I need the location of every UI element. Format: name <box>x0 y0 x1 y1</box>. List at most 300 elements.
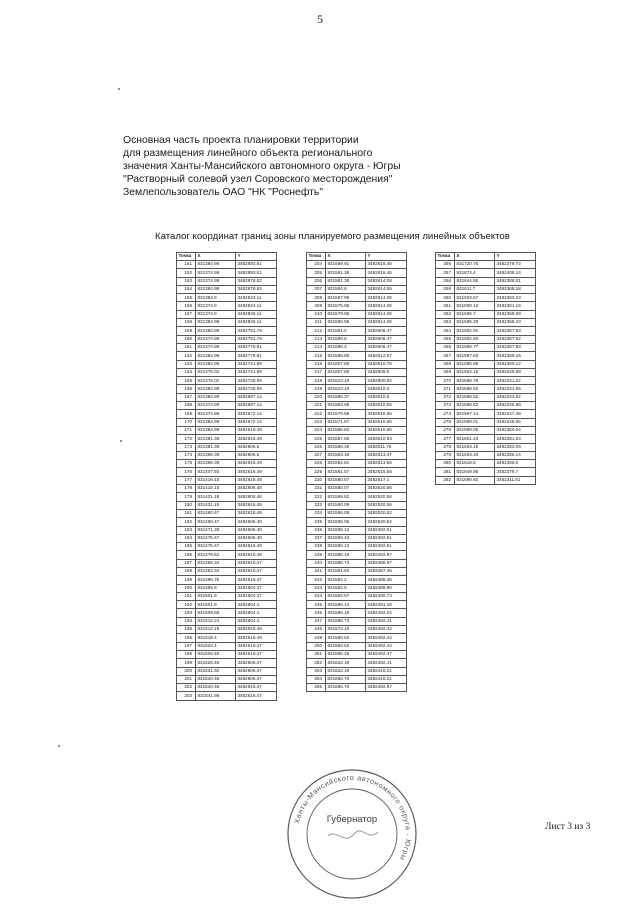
x-cell: 831603.33 <box>455 451 495 459</box>
y-cell: 3482616.46 <box>366 269 407 277</box>
x-cell: 831600.12 <box>455 302 495 310</box>
point-cell: 212 <box>307 327 326 335</box>
point-cell: 187 <box>177 559 196 567</box>
table-row <box>177 443 277 451</box>
x-cell: 831374.99 <box>196 343 236 351</box>
table-row <box>177 393 277 401</box>
y-cell: 3482776.81 <box>236 352 277 360</box>
y-cell: 3482345.89 <box>495 368 536 376</box>
table-row <box>177 551 277 559</box>
x-cell: 831596.52 <box>455 393 495 401</box>
table-row <box>307 435 407 443</box>
y-cell: 3482726.99 <box>236 385 277 393</box>
x-cell: 831512.24 <box>196 617 236 625</box>
table-row <box>177 626 277 634</box>
point-cell: 156 <box>177 302 196 310</box>
point-cell: 186 <box>177 551 196 559</box>
y-cell: 3482604.37 <box>236 584 277 592</box>
point-cell: 157 <box>177 310 196 318</box>
y-cell: 3482843.11 <box>236 294 277 302</box>
x-cell: 831588.36 <box>326 443 366 451</box>
y-cell: 3482616.49 <box>236 626 277 634</box>
table-row <box>177 634 277 642</box>
table-row <box>307 302 407 310</box>
table-row <box>436 393 536 401</box>
y-cell: 3482616.47 <box>236 567 277 575</box>
table-row <box>307 684 407 692</box>
point-cell: 208 <box>307 294 326 302</box>
table-row <box>177 377 277 385</box>
y-cell: 3482612.57 <box>366 352 407 360</box>
y-cell: 3482520.52 <box>366 518 407 526</box>
y-cell: 3482311.61 <box>495 476 536 484</box>
point-cell: 211 <box>307 319 326 327</box>
point-cell: 222 <box>307 410 326 418</box>
x-cell: 831579.86 <box>326 310 366 318</box>
point-cell: 171 <box>177 426 196 434</box>
y-cell: 3482359.09 <box>495 310 536 318</box>
point-cell: 196 <box>177 634 196 642</box>
y-cell: 3482616.49 <box>236 468 277 476</box>
point-cell: 233 <box>307 501 326 509</box>
table-row <box>436 443 536 451</box>
x-cell: 831501.9 <box>196 592 236 600</box>
table-row <box>177 294 277 302</box>
x-cell: 831416.15 <box>196 485 236 493</box>
point-cell: 151 <box>177 261 196 269</box>
y-cell: 3482606.47 <box>366 327 407 335</box>
table-row <box>307 534 407 542</box>
y-cell: 3482616.47 <box>236 576 277 584</box>
point-cell: 207 <box>307 285 326 293</box>
page-number: 5 <box>317 12 323 26</box>
table-row <box>307 418 407 426</box>
x-cell: 831596.7 <box>455 310 495 318</box>
table-row <box>307 485 407 493</box>
x-cell: 831374.99 <box>196 269 236 277</box>
table-row <box>177 543 277 551</box>
y-cell: 3482485.87 <box>366 559 407 567</box>
x-cell: 831431.18 <box>196 493 236 501</box>
point-cell: 227 <box>307 451 326 459</box>
y-cell: 3482492.41 <box>366 659 407 667</box>
x-cell: 831623.18 <box>326 377 366 385</box>
y-cell: 3482345.96 <box>495 402 536 410</box>
y-cell: 3482614.06 <box>366 302 407 310</box>
y-cell: 3482379.73 <box>495 261 536 269</box>
table-row <box>307 277 407 285</box>
y-cell: 3482410.21 <box>366 667 407 675</box>
sheet-number-label: Лист 3 из 3 <box>545 822 591 832</box>
x-cell: 831540.48 <box>196 684 236 692</box>
y-cell: 3482511.76 <box>366 443 407 451</box>
point-cell: 193 <box>177 609 196 617</box>
point-cell: 243 <box>307 584 326 592</box>
point-cell: 242 <box>307 576 326 584</box>
point-cell: 194 <box>177 617 196 625</box>
x-column-header: X <box>196 253 236 261</box>
table-row <box>436 261 536 269</box>
y-cell: 3482616.49 <box>236 509 277 517</box>
point-cell: 228 <box>307 460 326 468</box>
x-cell: 831584.6 <box>326 285 366 293</box>
point-cell: 230 <box>307 476 326 484</box>
x-cell: 831690.92 <box>455 476 495 484</box>
x-cell: 831583.98 <box>326 402 366 410</box>
point-cell: 184 <box>177 534 196 542</box>
point-cell: 170 <box>177 418 196 426</box>
y-cell: 3482672.14 <box>236 418 277 426</box>
y-cell: 3482616.49 <box>236 551 277 559</box>
point-cell: 214 <box>307 343 326 351</box>
table-row <box>307 518 407 526</box>
table-row <box>177 310 277 318</box>
y-cell: 3482482.51 <box>366 543 407 551</box>
x-cell: 831582.5 <box>326 584 366 592</box>
y-cell: 3482361.16 <box>495 302 536 310</box>
x-cell: 831592.91 <box>455 327 495 335</box>
point-cell: 280 <box>436 460 455 468</box>
coordinate-table-left <box>176 252 277 701</box>
point-cell: 263 <box>436 319 455 327</box>
point-cell: 166 <box>177 385 196 393</box>
x-cell: 831580.52 <box>326 634 366 642</box>
x-cell: 831596.82 <box>455 385 495 393</box>
point-cell: 220 <box>307 393 326 401</box>
y-cell: 3482510.56 <box>366 402 407 410</box>
table-row <box>436 302 536 310</box>
y-cell: 3482606.48 <box>236 493 277 501</box>
y-cell: 3482616.49 <box>236 460 277 468</box>
y-cell: 3482360.12 <box>495 360 536 368</box>
point-cell: 264 <box>436 327 455 335</box>
y-cell: 3482343.52 <box>495 393 536 401</box>
point-cell: 257 <box>436 269 455 277</box>
table-row <box>177 650 277 658</box>
x-column-header: X <box>455 253 495 261</box>
point-column-header: Точка <box>177 253 196 261</box>
y-cell: 3482826.11 <box>236 319 277 327</box>
table-row <box>436 335 536 343</box>
y-cell: 3482492.42 <box>366 626 407 634</box>
y-cell: 3482368.18 <box>495 285 536 293</box>
y-cell: 3482687.14 <box>236 393 277 401</box>
point-cell: 277 <box>436 435 455 443</box>
y-cell: 3482604.4 <box>236 617 277 625</box>
table-row <box>177 567 277 575</box>
point-cell: 160 <box>177 335 196 343</box>
table-row <box>436 377 536 385</box>
x-cell: 831384.99 <box>196 261 236 269</box>
point-cell: 249 <box>307 634 326 642</box>
table-row <box>307 659 407 667</box>
y-cell: 3482492.47 <box>366 650 407 658</box>
y-cell: 3482741.99 <box>236 368 277 376</box>
table-row <box>436 319 536 327</box>
table-row <box>177 451 277 459</box>
x-cell: 831559.91 <box>326 261 366 269</box>
table-row <box>177 352 277 360</box>
point-cell: 174 <box>177 451 196 459</box>
y-cell: 3482348.95 <box>495 418 536 426</box>
x-cell: 831598.01 <box>455 418 495 426</box>
point-cell: 169 <box>177 410 196 418</box>
y-cell: 3482482.51 <box>366 534 407 542</box>
y-cell: 3482616.49 <box>236 435 277 443</box>
table-row <box>177 277 277 285</box>
x-cell: 831584.52 <box>326 642 366 650</box>
table-row <box>307 360 407 368</box>
table-row <box>307 601 407 609</box>
point-cell: 232 <box>307 493 326 501</box>
y-cell: 3482482.01 <box>366 526 407 534</box>
table-row <box>307 567 407 575</box>
x-cell: 831596.76 <box>455 377 495 385</box>
y-cell: 3482614.06 <box>366 319 407 327</box>
y-cell: 3482347.49 <box>495 410 536 418</box>
y-cell: 3482358.23 <box>495 319 536 327</box>
table-row <box>436 460 536 468</box>
x-cell: 831528.48 <box>196 650 236 658</box>
x-cell: 831431.18 <box>196 501 236 509</box>
y-cell: 3482367.62 <box>495 335 536 343</box>
table-row <box>307 335 407 343</box>
scan-dot <box>58 745 60 747</box>
table-row <box>177 410 277 418</box>
x-cell: 831384.99 <box>196 285 236 293</box>
table-row <box>177 684 277 692</box>
x-cell: 831583.18 <box>326 451 366 459</box>
table-row <box>177 601 277 609</box>
point-cell: 165 <box>177 377 196 385</box>
y-cell: 3482616.47 <box>236 692 277 700</box>
y-cell: 3482492.24 <box>366 609 407 617</box>
point-cell: 213 <box>307 335 326 343</box>
table-row <box>177 476 277 484</box>
y-cell: 3482510.66 <box>366 426 407 434</box>
table-row <box>436 451 536 459</box>
y-cell: 3482357.93 <box>495 343 536 351</box>
point-cell: 219 <box>307 385 326 393</box>
point-cell: 172 <box>177 435 196 443</box>
title-line: Землепользователь ОАО "НК "Роснефть" <box>123 187 324 198</box>
table-row <box>307 617 407 625</box>
table-row <box>307 377 407 385</box>
y-cell: 3482515.58 <box>366 468 407 476</box>
point-cell: 221 <box>307 402 326 410</box>
x-cell: 831488.34 <box>196 559 236 567</box>
y-cell: 3482614.08 <box>366 277 407 285</box>
y-cell: 3482616.47 <box>236 642 277 650</box>
point-cell: 247 <box>307 617 326 625</box>
table-row <box>177 642 277 650</box>
x-cell: 831580.19 <box>326 551 366 559</box>
point-cell: 188 <box>177 567 196 575</box>
point-cell: 240 <box>307 559 326 567</box>
x-cell: 831588.82 <box>326 426 366 434</box>
y-cell: 3482492.97 <box>366 684 407 692</box>
x-cell: 831528.48 <box>196 659 236 667</box>
table-row <box>307 551 407 559</box>
x-cell: 831622.19 <box>326 659 366 667</box>
y-cell: 3482606.47 <box>236 667 277 675</box>
table-row <box>177 343 277 351</box>
x-cell: 831460.47 <box>196 518 236 526</box>
point-cell: 235 <box>307 518 326 526</box>
x-cell: 831582.2 <box>326 576 366 584</box>
point-cell: 255 <box>307 684 326 692</box>
point-cell: 260 <box>436 294 455 302</box>
x-cell: 831512.19 <box>196 626 236 634</box>
x-cell: 831580.98 <box>326 319 366 327</box>
point-cell: 225 <box>307 435 326 443</box>
table-row <box>436 310 536 318</box>
y-cell: 3482606.47 <box>236 659 277 667</box>
y-cell: 3482614.06 <box>366 310 407 318</box>
table-row <box>177 692 277 700</box>
point-cell: 164 <box>177 368 196 376</box>
table-row <box>307 493 407 501</box>
point-cell: 167 <box>177 393 196 401</box>
table-row <box>307 626 407 634</box>
table-row <box>307 675 407 683</box>
x-cell: 831501.9 <box>196 601 236 609</box>
table-row <box>307 667 407 675</box>
x-cell: 831407.93 <box>196 468 236 476</box>
table-row <box>307 609 407 617</box>
x-cell: 831460.47 <box>196 509 236 517</box>
point-cell: 269 <box>436 368 455 376</box>
point-cell: 183 <box>177 526 196 534</box>
x-cell: 831580.13 <box>326 543 366 551</box>
y-cell: 3482606.48 <box>236 526 277 534</box>
point-cell: 181 <box>177 509 196 517</box>
x-cell: 831523.4 <box>196 642 236 650</box>
point-cell: 236 <box>307 526 326 534</box>
point-cell: 251 <box>307 650 326 658</box>
point-column-header: Точка <box>436 253 455 261</box>
x-cell: 831596.62 <box>455 402 495 410</box>
table-row <box>436 385 536 393</box>
x-cell: 831384.99 <box>196 319 236 327</box>
y-cell: 3482350.04 <box>495 426 536 434</box>
point-cell: 155 <box>177 294 196 302</box>
point-cell: 197 <box>177 642 196 650</box>
table-row <box>177 402 277 410</box>
x-cell: 831416.15 <box>196 476 236 484</box>
table-row <box>177 667 277 675</box>
x-cell: 831475.47 <box>196 534 236 542</box>
catalog-title: Каталог координат границ зоны планируемого размещения линейных объектов <box>155 231 510 242</box>
table-row <box>177 435 277 443</box>
y-cell: 3482600.92 <box>366 377 407 385</box>
table-row <box>307 468 407 476</box>
x-cell: 831579.98 <box>326 410 366 418</box>
title-line: значения Ханты-Мансийского автономного округа - Югры <box>123 161 401 172</box>
x-cell: 831580.37 <box>326 393 366 401</box>
point-cell: 190 <box>177 584 196 592</box>
x-cell: 831603.57 <box>455 294 495 302</box>
y-cell: 3482614.06 <box>366 294 407 302</box>
x-cell: 831555.08 <box>326 509 366 517</box>
point-cell: 276 <box>436 426 455 434</box>
y-cell: 3482606.47 <box>366 335 407 343</box>
table-row <box>307 426 407 434</box>
table-row <box>307 451 407 459</box>
x-cell: 831580.67 <box>326 476 366 484</box>
table-row <box>177 360 277 368</box>
table-row <box>177 501 277 509</box>
x-cell: 831572.15 <box>326 626 366 634</box>
y-cell: 3482606.48 <box>236 518 277 526</box>
table-row <box>177 526 277 534</box>
table-row <box>436 360 536 368</box>
x-cell: 831660.76 <box>326 684 366 692</box>
point-cell: 209 <box>307 302 326 310</box>
table-row <box>177 576 277 584</box>
y-cell: 3482878.52 <box>236 277 277 285</box>
point-cell: 180 <box>177 501 196 509</box>
point-cell: 163 <box>177 360 196 368</box>
y-cell: 3482604.37 <box>236 592 277 600</box>
point-cell: 218 <box>307 377 326 385</box>
x-cell: 831555.12 <box>326 526 366 534</box>
x-cell: 831561.36 <box>326 269 366 277</box>
point-cell: 273 <box>436 402 455 410</box>
x-cell: 831540.48 <box>196 675 236 683</box>
x-cell: 831560.09 <box>326 501 366 509</box>
y-cell: 3482606.5 <box>236 443 277 451</box>
y-cell: 3482520.56 <box>366 485 407 493</box>
y-cell: 3482791.79 <box>236 327 277 335</box>
y-cell: 3482520.52 <box>366 509 407 517</box>
y-cell: 3482351.63 <box>495 435 536 443</box>
table-row <box>307 294 407 302</box>
point-cell: 203 <box>177 692 196 700</box>
table-row <box>307 327 407 335</box>
point-cell: 158 <box>177 319 196 327</box>
y-cell: 3482355.14 <box>495 451 536 459</box>
point-cell: 248 <box>307 626 326 634</box>
y-cell: 3482388.01 <box>495 277 536 285</box>
y-cell: 3482606.47 <box>366 343 407 351</box>
x-column-header: X <box>326 253 366 261</box>
table-row <box>307 576 407 584</box>
y-cell: 3482672.14 <box>236 410 277 418</box>
point-cell: 200 <box>177 667 196 675</box>
point-cell: 270 <box>436 377 455 385</box>
y-cell: 3482359.16 <box>495 352 536 360</box>
y-cell: 3482513.56 <box>366 460 407 468</box>
x-cell: 831580.73 <box>326 559 366 567</box>
table-row <box>177 319 277 327</box>
x-cell: 831384.99 <box>196 327 236 335</box>
x-cell: 831384.99 <box>196 426 236 434</box>
y-cell: 3482616.47 <box>236 559 277 567</box>
y-cell: 3482510.56 <box>366 410 407 418</box>
point-cell: 258 <box>436 277 455 285</box>
table-row <box>177 327 277 335</box>
y-cell: 3482492.44 <box>366 634 407 642</box>
point-cell: 266 <box>436 343 455 351</box>
table-row <box>177 584 277 592</box>
table-row <box>307 526 407 534</box>
y-cell: 3482488.46 <box>366 576 407 584</box>
y-cell: 3482616.49 <box>236 476 277 484</box>
point-cell: 250 <box>307 642 326 650</box>
table-row <box>307 402 407 410</box>
title-line: Основная часть проекта планировки территории <box>123 135 359 146</box>
